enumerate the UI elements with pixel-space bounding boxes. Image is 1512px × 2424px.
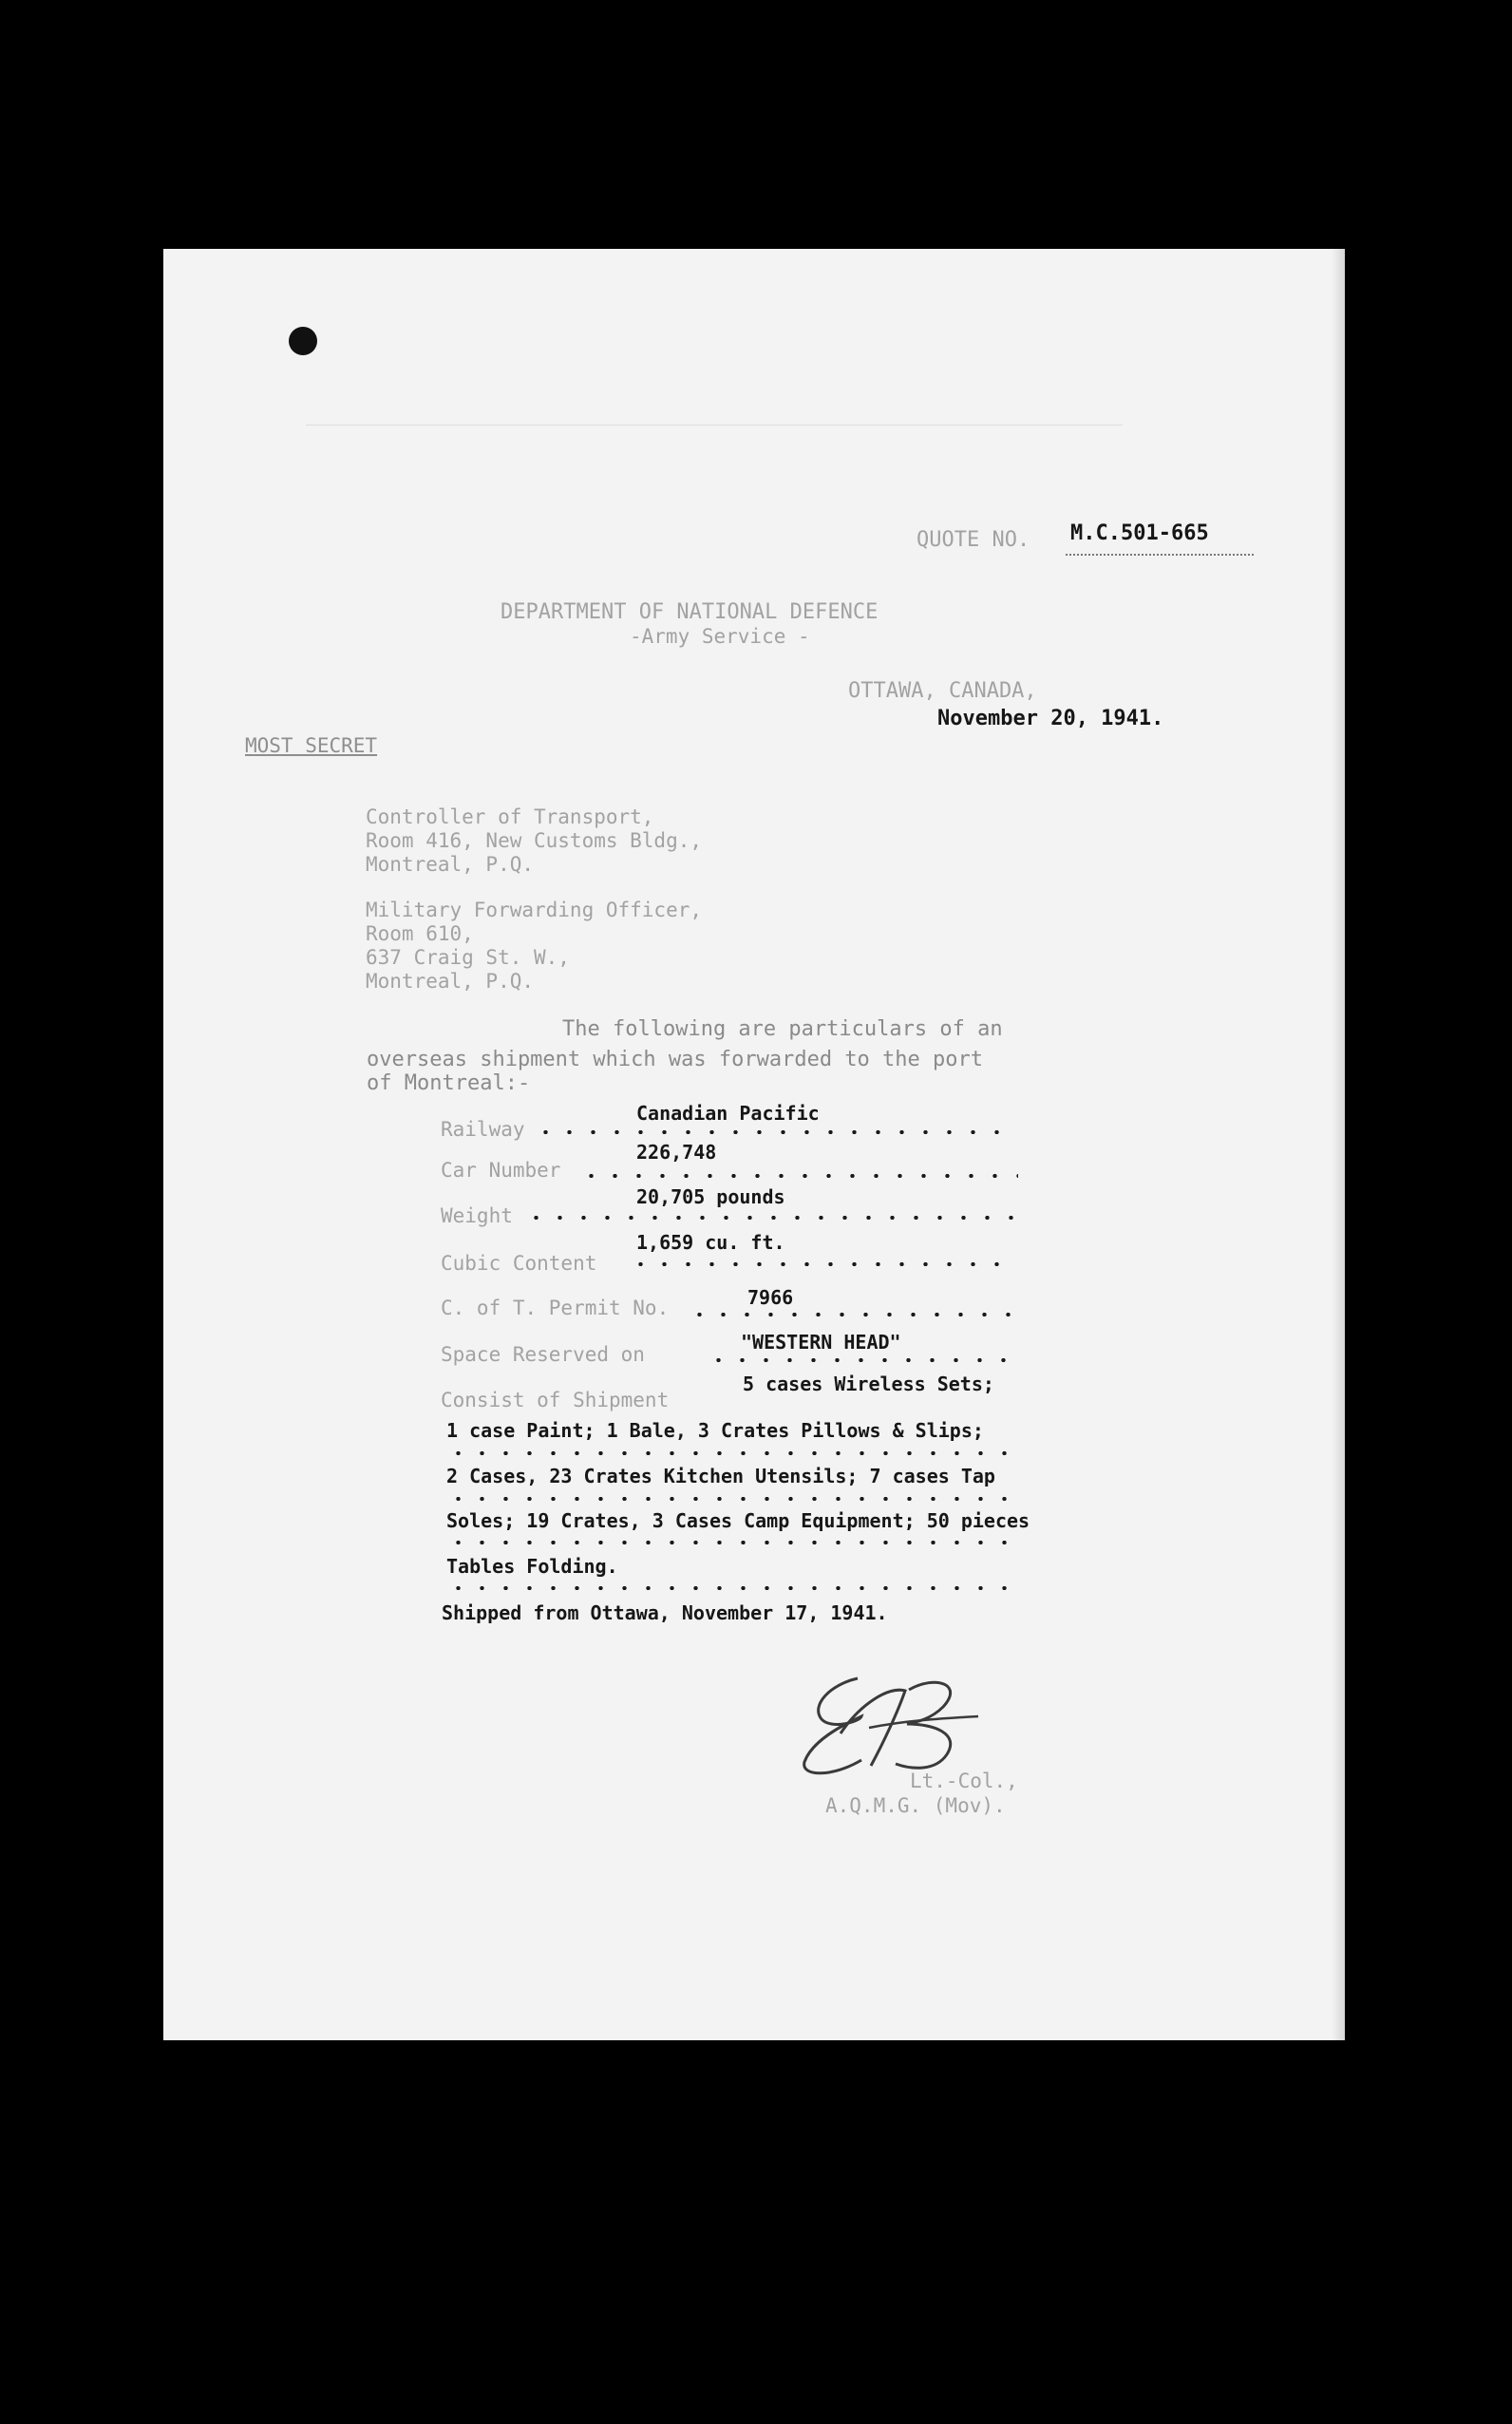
signatory-rank: Lt.-Col., bbox=[910, 1770, 1018, 1792]
department-branch: -Army Service - bbox=[630, 625, 810, 648]
file-no-value: M.C.501-665 bbox=[1070, 521, 1209, 545]
field-label-car-number: Car Number bbox=[441, 1159, 561, 1182]
field-label-weight: Weight bbox=[441, 1204, 513, 1227]
dot-leader bbox=[688, 1313, 1018, 1316]
field-label-space-reserved: Space Reserved on bbox=[441, 1343, 645, 1366]
field-value-weight: 20,705 pounds bbox=[636, 1185, 785, 1208]
dot-leader bbox=[446, 1451, 1018, 1455]
dot-leader bbox=[446, 1497, 1018, 1501]
addressee-1-line-3: Montreal, P.Q. bbox=[366, 853, 535, 876]
punch-hole bbox=[289, 327, 317, 355]
addressee-2-line-4: Montreal, P.Q. bbox=[366, 970, 535, 993]
shipment-line-4: Tables Folding. bbox=[446, 1555, 618, 1578]
intro-line-2: overseas shipment which was forwarded to the port bbox=[367, 1048, 984, 1071]
field-value-cubic-content: 1,659 cu. ft. bbox=[636, 1231, 785, 1254]
place: OTTAWA, CANADA, bbox=[848, 679, 1037, 703]
addressee-2-line-2: Room 610, bbox=[366, 922, 474, 945]
shipment-line-2: 2 Cases, 23 Crates Kitchen Utensils; 7 cases Tap bbox=[446, 1465, 995, 1487]
field-value-permit-no: 7966 bbox=[747, 1286, 794, 1309]
classification: MOST SECRET bbox=[245, 734, 378, 757]
field-value-car-number: 226,748 bbox=[636, 1141, 717, 1164]
addressee-2-line-3: 637 Craig St. W., bbox=[366, 946, 570, 969]
dot-leader bbox=[534, 1130, 1018, 1134]
addressee-1-line-1: Controller of Transport, bbox=[366, 805, 654, 828]
department-name: DEPARTMENT OF NATIONAL DEFENCE bbox=[501, 600, 879, 624]
faint-rule bbox=[306, 425, 1123, 426]
shipment-line-1: 1 case Paint; 1 Bale, 3 Crates Pillows & Slips; bbox=[446, 1419, 984, 1442]
field-value-consist: 5 cases Wireless Sets; bbox=[743, 1373, 994, 1395]
intro-line-1: The following are particulars of an bbox=[562, 1017, 1003, 1041]
signatory-title: A.Q.M.G. (Mov). bbox=[825, 1794, 1006, 1817]
intro-line-3: of Montreal:- bbox=[367, 1071, 531, 1095]
file-no-underline bbox=[1066, 554, 1254, 556]
file-no-label: QUOTE NO. bbox=[917, 528, 1030, 552]
letter-date: November 20, 1941. bbox=[937, 707, 1164, 730]
dot-leader bbox=[629, 1262, 1018, 1266]
field-value-railway: Canadian Pacific bbox=[636, 1102, 820, 1125]
dot-leader bbox=[446, 1541, 1018, 1544]
dot-leader bbox=[524, 1216, 1018, 1220]
dot-leader bbox=[446, 1586, 1018, 1590]
dot-leader bbox=[579, 1174, 1018, 1178]
addressee-1-line-2: Room 416, New Customs Bldg., bbox=[366, 829, 703, 852]
paper-edge-shadow bbox=[1332, 249, 1345, 2040]
field-value-space-reserved: "WESTERN HEAD" bbox=[741, 1331, 901, 1354]
signature-initials bbox=[836, 1738, 840, 1763]
document-page bbox=[163, 249, 1345, 2040]
dot-leader bbox=[707, 1358, 1018, 1362]
shipped-from: Shipped from Ottawa, November 17, 1941. bbox=[442, 1601, 888, 1624]
field-label-consist: Consist of Shipment bbox=[441, 1389, 670, 1411]
shipment-line-3: Soles; 19 Crates, 3 Cases Camp Equipment; 50 pieces bbox=[446, 1509, 1030, 1532]
addressee-2-line-1: Military Forwarding Officer, bbox=[366, 899, 703, 921]
field-label-cubic-content: Cubic Content bbox=[441, 1252, 597, 1275]
field-label-railway: Railway bbox=[441, 1118, 525, 1141]
field-label-permit-no: C. of T. Permit No. bbox=[441, 1297, 670, 1319]
